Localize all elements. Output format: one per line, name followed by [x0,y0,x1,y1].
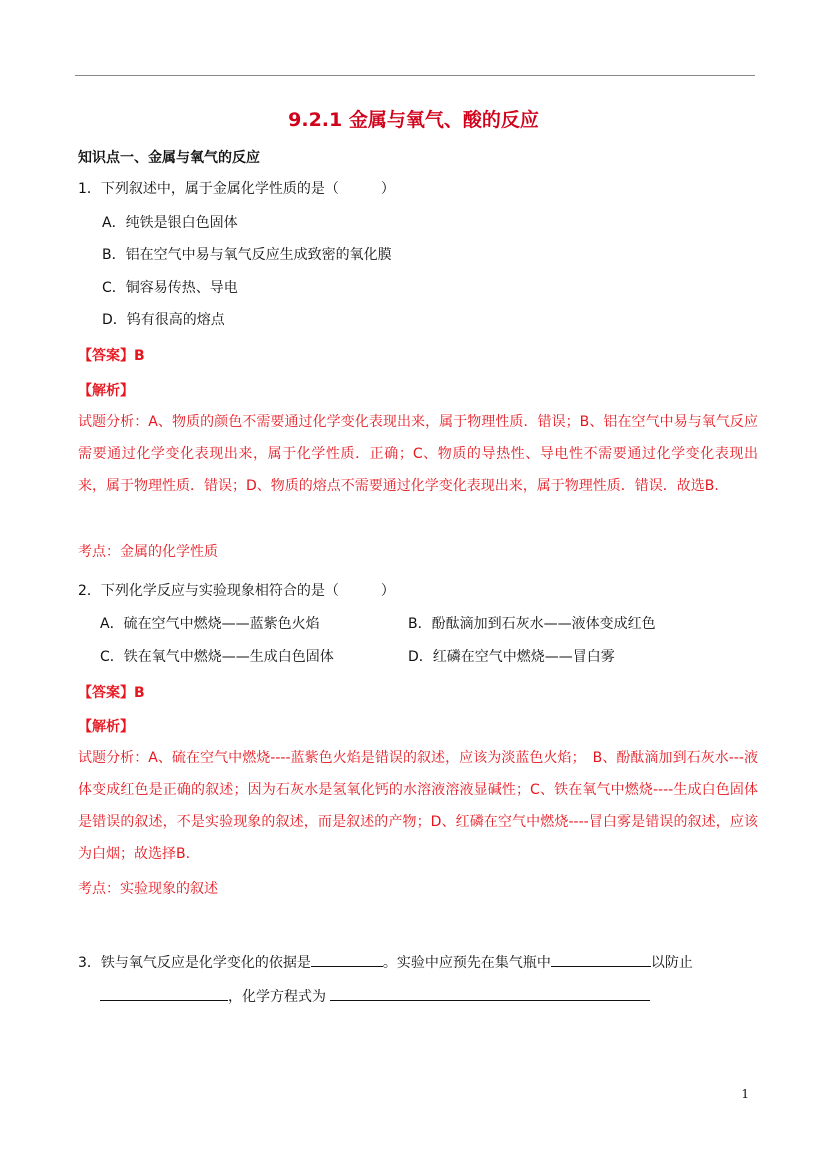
question-1-answer: 【答案】B [78,348,145,364]
header-rule [75,75,755,76]
question-2-stem: 2．下列化学反应与实验现象相符合的是（ ） [78,583,395,599]
question-2-option-b: B．酚酞滴加到石灰水——液体变成红色 [408,616,656,632]
question-3-line-1 [78,952,693,970]
question-2-option-a: A．硫在空气中燃烧——蓝紫色火焰 [100,616,320,632]
question-1-option-d: D．钨有很高的熔点 [102,312,225,328]
question-1-analysis: 试题分析：A、物质的颜色不需要通过化学变化表现出来，属于物理性质．错误；B、铝在空气中易与氧气反应需要通过化学变化表现出来，属于化学性质．正确；C、物质的导热性、导电性不需要通过化学变化表现出来，属于物理性质．错误；D、物质的熔点不需要通过化学变化表现出来，属于物理性质．错误．故选B. [78,414,758,494]
question-1-analysis-label: 【解析】 [78,383,134,399]
page-number: 1 [741,1087,749,1101]
answer-blank-2[interactable] [551,952,651,967]
answer-blank-equation[interactable] [330,986,650,1001]
question-2-analysis: 试题分析：A、硫在空气中燃烧----蓝紫色火焰是错误的叙述，应该为淡蓝色火焰； B、酚酞滴加到石灰水---液体变成红色是正确的叙述；因为石灰水是氢氧化钙的水溶液溶液显碱性；C、铁在氧气中燃烧----生成白色固体是错误的叙述，不是实验现象的叙述，而是叙述的产物；D、红磷在空气中燃烧----冒白雾是错误的叙述，应该为白烟；故选择B. [78,750,758,862]
question-3-text-3: 以防止 [650,955,693,971]
question-2-option-d: D．红磷在空气中燃烧——冒白雾 [408,649,615,665]
question-1-point: 考点：金属的化学性质 [78,544,218,560]
question-2-option-c: C．铁在氧气中燃烧——生成白色固体 [100,649,334,665]
question-3-text-4: ，化学方程式为 [228,989,326,1005]
answer-blank-3[interactable] [100,986,228,1001]
question-1-option-b: B．铝在空气中易与氧气反应生成致密的氧化膜 [102,247,392,263]
question-3-line-2 [100,986,650,1004]
section-heading: 知识点一、金属与氧气的反应 [78,150,260,166]
document-title: 9.2.1 金属与氧气、酸的反应 [288,109,539,131]
question-3-text-1: 3．铁与氧气反应是化学变化的依据是 [78,955,311,971]
question-2-analysis-label: 【解析】 [78,719,134,735]
question-1-stem: 1．下列叙述中，属于金属化学性质的是（ ） [78,181,395,197]
question-2-point: 考点：实验现象的叙述 [78,881,218,897]
answer-blank-1[interactable] [311,952,383,967]
question-1-option-c: C．铜容易传热、导电 [102,280,238,296]
question-1-option-a: A．纯铁是银白色固体 [102,215,238,231]
question-3-text-2: 。实验中应预先在集气瓶中 [382,955,551,971]
question-2-answer: 【答案】B [78,685,145,701]
